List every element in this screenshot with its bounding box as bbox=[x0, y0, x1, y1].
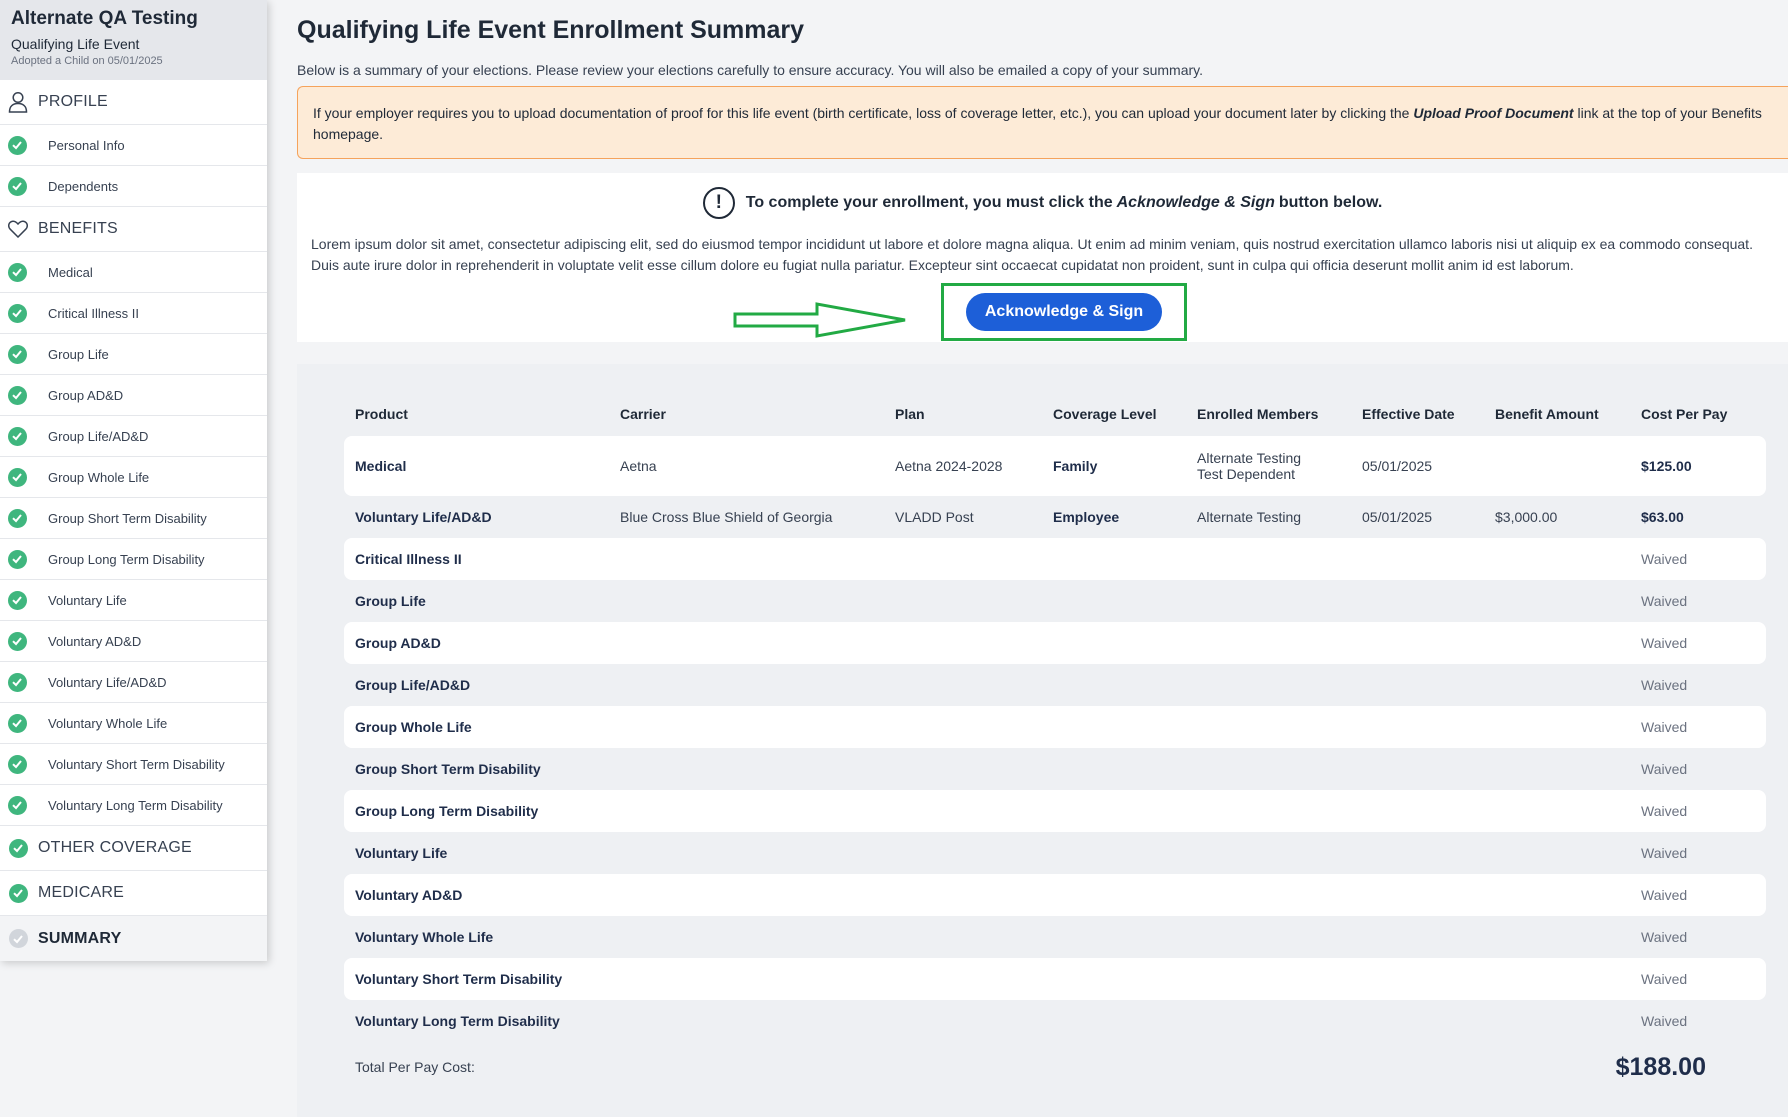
sidebar bbox=[0, 0, 267, 961]
check-icon bbox=[7, 590, 27, 610]
check-icon bbox=[7, 713, 27, 733]
table-row bbox=[344, 622, 1766, 664]
cell-product: Voluntary Life/AD&D bbox=[355, 509, 492, 525]
check-icon bbox=[7, 882, 29, 904]
section-profile-label: PROFILE bbox=[38, 93, 108, 110]
sidebar-item-label: Voluntary Whole Life bbox=[48, 715, 168, 731]
total-label: Total Per Pay Cost: bbox=[355, 1059, 475, 1075]
cell-status-waived: Waived bbox=[1641, 677, 1688, 693]
page-title: Qualifying Life Event Enrollment Summary bbox=[297, 16, 805, 44]
arrow-right-icon bbox=[733, 300, 913, 340]
table-row bbox=[344, 496, 1766, 538]
table-row bbox=[344, 580, 1766, 622]
cell-members: Alternate Testing bbox=[1197, 509, 1302, 525]
table-row bbox=[344, 538, 1766, 580]
table-row bbox=[344, 664, 1766, 706]
cell-carrier: Blue Cross Blue Shield of Georgia bbox=[620, 509, 833, 525]
section-summary[interactable] bbox=[0, 916, 267, 961]
check-icon bbox=[7, 467, 27, 487]
col-enrolled-members: Enrolled Members bbox=[1197, 406, 1319, 422]
cell-cost: $125.00 bbox=[1641, 458, 1692, 474]
event-type: Qualifying Life Event bbox=[11, 36, 140, 52]
check-icon bbox=[7, 549, 27, 569]
check-icon bbox=[7, 631, 27, 651]
check-icon bbox=[7, 262, 27, 282]
heart-icon bbox=[7, 218, 29, 240]
sidebar-item-voluntary-whole-life[interactable] bbox=[0, 703, 267, 744]
cell-product: Voluntary AD&D bbox=[355, 887, 463, 903]
cell-coverage: Family bbox=[1053, 458, 1098, 474]
col-effective-date: Effective Date bbox=[1362, 406, 1455, 422]
sidebar-item-voluntary-life[interactable] bbox=[0, 580, 267, 621]
cell-status-waived: Waived bbox=[1641, 719, 1688, 735]
cell-product: Group AD&D bbox=[355, 635, 441, 651]
cell-product: Group Life/AD&D bbox=[355, 677, 471, 693]
total-amount: $188.00 bbox=[1615, 1052, 1706, 1081]
sidebar-item-medical[interactable] bbox=[0, 252, 267, 293]
cell-plan: Aetna 2024-2028 bbox=[895, 458, 1003, 474]
elections-table bbox=[297, 364, 1788, 1117]
sidebar-item-label: Group Whole Life bbox=[48, 469, 150, 485]
main-content bbox=[297, 0, 1788, 1117]
check-icon bbox=[7, 135, 27, 155]
sidebar-item-label: Dependents bbox=[48, 178, 119, 194]
col-cost-per-pay: Cost Per Pay bbox=[1641, 406, 1728, 422]
sidebar-item-voluntary-long-term-disability[interactable] bbox=[0, 785, 267, 826]
cell-product: Voluntary Life bbox=[355, 845, 448, 861]
total-row bbox=[344, 1042, 1766, 1092]
cell-status-waived: Waived bbox=[1641, 761, 1688, 777]
check-icon bbox=[7, 508, 27, 528]
acknowledge-sign-button[interactable]: Acknowledge & Sign bbox=[966, 293, 1162, 331]
sidebar-item-label: Medical bbox=[48, 264, 93, 280]
notice-text: If your employer requires you to upload documentation of proof for this life event (birth certificate, loss of coverage letter, etc.), you can upload your document later by clicking the bbox=[313, 105, 1414, 121]
sidebar-item-group-life-adandd[interactable] bbox=[0, 416, 267, 457]
cell-effective: 05/01/2025 bbox=[1362, 509, 1433, 525]
notice-text-end: link at the top of your Benefits homepage. bbox=[313, 105, 1762, 142]
section-profile[interactable] bbox=[0, 80, 267, 125]
cell-product: Group Whole Life bbox=[355, 719, 472, 735]
table-row bbox=[344, 916, 1766, 958]
sidebar-item-voluntary-short-term-disability[interactable] bbox=[0, 744, 267, 785]
sidebar-item-label: Group Long Term Disability bbox=[48, 551, 205, 567]
cell-status-waived: Waived bbox=[1641, 593, 1688, 609]
cell-product: Group Long Term Disability bbox=[355, 803, 539, 819]
sidebar-item-group-adandd[interactable] bbox=[0, 375, 267, 416]
check-icon bbox=[7, 837, 29, 859]
check-icon bbox=[7, 303, 27, 323]
cell-status-waived: Waived bbox=[1641, 929, 1688, 945]
ack-heading-text: To complete your enrollment, you must click the bbox=[745, 194, 1113, 211]
sidebar-item-label: Group Short Term Disability bbox=[48, 510, 207, 526]
sidebar-item-label: Voluntary Life/AD&D bbox=[48, 674, 167, 690]
check-icon bbox=[7, 176, 27, 196]
cell-product: Voluntary Short Term Disability bbox=[355, 971, 563, 987]
cell-product: Voluntary Whole Life bbox=[355, 929, 494, 945]
check-icon bbox=[7, 385, 27, 405]
proof-notice bbox=[297, 86, 1788, 159]
cell-effective: 05/01/2025 bbox=[1362, 458, 1433, 474]
intro-text: Below is a summary of your elections. Please review your elections carefully to ensure accuracy. You will also be emailed a copy of your summary. bbox=[297, 62, 1204, 78]
check-icon bbox=[7, 754, 27, 774]
cell-benefit: $3,000.00 bbox=[1495, 509, 1558, 525]
sidebar-item-voluntary-adandd[interactable] bbox=[0, 621, 267, 662]
acknowledge-body: Lorem ipsum dolor sit amet, consectetur adipiscing elit, sed do eiusmod tempor incididunt ut labore et dolore magna aliqua. Ut enim ad minim veniam, quis nostrud exercitation ullamco laboris nisi ut aliquip ex ea commodo consequat. Duis aute irure dolor in reprehenderit in voluptate velit esse cillum dolore eu fugiat nulla pariatur. Excepteur sint occaecat cupidatat non proident, sunt in culpa qui officia deserunt mollit anim id est laborum. bbox=[311, 236, 1753, 273]
check-icon bbox=[7, 795, 27, 815]
member-name: Test Dependent bbox=[1197, 466, 1296, 482]
acknowledge-card bbox=[297, 173, 1788, 342]
user-icon bbox=[7, 91, 29, 113]
cell-status-waived: Waived bbox=[1641, 551, 1688, 567]
ack-heading-emphasis: Acknowledge & Sign bbox=[1116, 194, 1275, 211]
acknowledge-highlight bbox=[941, 283, 1187, 341]
cell-status-waived: Waived bbox=[1641, 845, 1688, 861]
sidebar-item-critical-illness-ii[interactable] bbox=[0, 293, 267, 334]
cell-members bbox=[1197, 450, 1362, 482]
cell-product: Medical bbox=[355, 458, 407, 474]
upload-proof-link-text: Upload Proof Document bbox=[1413, 105, 1574, 121]
section-benefits[interactable] bbox=[0, 207, 267, 252]
cell-status-waived: Waived bbox=[1641, 1013, 1688, 1029]
check-icon bbox=[7, 426, 27, 446]
section-summary-label: SUMMARY bbox=[38, 929, 122, 947]
sidebar-item-label: Personal Info bbox=[48, 137, 125, 153]
cell-carrier: Aetna bbox=[620, 458, 657, 474]
col-carrier: Carrier bbox=[620, 406, 666, 422]
member-name: Alternate Testing bbox=[1197, 450, 1302, 466]
check-icon bbox=[7, 928, 29, 950]
employee-name: Alternate QA Testing bbox=[11, 8, 198, 29]
cell-product: Group Short Term Disability bbox=[355, 761, 541, 777]
cell-product: Group Life bbox=[355, 593, 426, 609]
sidebar-item-group-whole-life[interactable] bbox=[0, 457, 267, 498]
sidebar-header bbox=[0, 0, 267, 80]
sidebar-item-group-short-term-disability[interactable] bbox=[0, 498, 267, 539]
section-other-coverage[interactable] bbox=[0, 826, 267, 871]
col-benefit-amount: Benefit Amount bbox=[1495, 406, 1599, 422]
sidebar-item-voluntary-life-adandd[interactable] bbox=[0, 662, 267, 703]
sidebar-item-label: Critical Illness II bbox=[48, 305, 140, 321]
acknowledge-heading bbox=[311, 173, 1774, 219]
sidebar-item-group-life[interactable] bbox=[0, 334, 267, 375]
cell-status-waived: Waived bbox=[1641, 803, 1688, 819]
cell-status-waived: Waived bbox=[1641, 971, 1688, 987]
ack-heading-text-end: button below. bbox=[1278, 194, 1383, 211]
check-icon bbox=[7, 344, 27, 364]
table-row bbox=[344, 790, 1766, 832]
cell-status-waived: Waived bbox=[1641, 887, 1688, 903]
sidebar-item-label: Voluntary Life bbox=[48, 592, 127, 608]
sidebar-item-dependents[interactable] bbox=[0, 166, 267, 207]
event-note: Adopted a Child on 05/01/2025 bbox=[11, 55, 163, 67]
sidebar-item-label: Group AD&D bbox=[48, 387, 124, 403]
sidebar-item-label: Group Life bbox=[48, 346, 109, 362]
section-medicare-label: MEDICARE bbox=[38, 884, 125, 901]
section-medicare[interactable] bbox=[0, 871, 267, 916]
cell-plan: VLADD Post bbox=[895, 509, 974, 525]
sidebar-item-label: Voluntary Long Term Disability bbox=[48, 797, 223, 813]
cell-product: Critical Illness II bbox=[355, 551, 462, 567]
sidebar-item-personal-info[interactable] bbox=[0, 125, 267, 166]
sidebar-item-label: Voluntary Short Term Disability bbox=[48, 756, 225, 772]
cell-product: Voluntary Long Term Disability bbox=[355, 1013, 560, 1029]
cell-cost: $63.00 bbox=[1641, 509, 1684, 525]
sidebar-item-group-long-term-disability[interactable] bbox=[0, 539, 267, 580]
sidebar-item-label: Voluntary AD&D bbox=[48, 633, 142, 649]
cell-coverage: Employee bbox=[1053, 509, 1120, 525]
table-row bbox=[344, 1000, 1766, 1042]
check-icon bbox=[7, 672, 27, 692]
col-plan: Plan bbox=[895, 406, 925, 422]
table-row bbox=[344, 832, 1766, 874]
col-coverage-level: Coverage Level bbox=[1053, 406, 1157, 422]
col-product: Product bbox=[355, 406, 408, 422]
table-row bbox=[344, 874, 1766, 916]
table-row bbox=[344, 748, 1766, 790]
table-header bbox=[344, 392, 1766, 436]
cell-status-waived: Waived bbox=[1641, 635, 1688, 651]
section-benefits-label: BENEFITS bbox=[38, 220, 118, 237]
exclamation-icon: ! bbox=[703, 187, 735, 219]
section-other-coverage-label: OTHER COVERAGE bbox=[38, 839, 192, 856]
table-row bbox=[344, 436, 1766, 496]
table-row bbox=[344, 706, 1766, 748]
table-row bbox=[344, 958, 1766, 1000]
sidebar-item-label: Group Life/AD&D bbox=[48, 428, 149, 444]
